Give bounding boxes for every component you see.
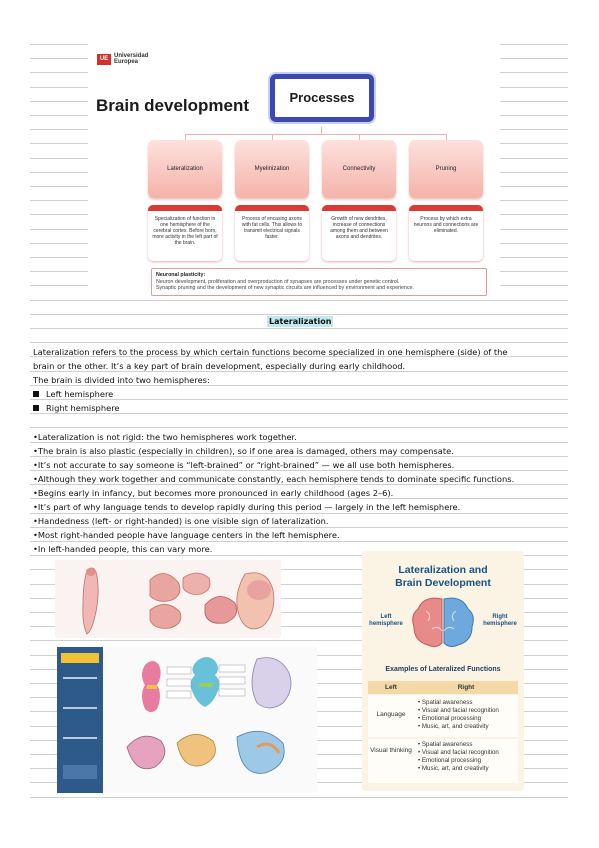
university-logo: UE — [97, 54, 111, 65]
rule-line — [30, 285, 88, 286]
rule-line — [30, 72, 88, 73]
rule-line — [30, 470, 568, 471]
list-item: • Visual and facial recognition — [418, 707, 499, 714]
university-name — [114, 53, 148, 65]
connector-stem — [321, 127, 322, 134]
bullet-item: •In left-handed people, this can vary more. — [33, 544, 213, 554]
rule-line — [500, 200, 568, 201]
rule-line — [30, 484, 568, 485]
rule-line — [500, 243, 568, 244]
category-pruning: Pruning — [409, 140, 483, 198]
rule-line — [30, 129, 88, 130]
list-item: • Visual and facial recognition — [418, 749, 499, 756]
section-title: Lateralization — [269, 317, 332, 326]
hemisphere-label: Right hemisphere — [46, 403, 120, 413]
embryo-illustration-svg — [55, 560, 281, 638]
page-title: Brain development — [96, 96, 250, 115]
rule-line — [500, 58, 568, 59]
bullet-item: •Begins early in infancy, but becomes more pronounced in early childhood (ages 2–6). — [33, 488, 394, 498]
column-right-header: Right — [457, 684, 475, 691]
neuronal-line-2: Synaptic pruning and the development of new synaptic circuits are influenced by environment and experience. — [156, 285, 414, 291]
divided-text: The brain is divided into two hemispheres: — [33, 375, 210, 385]
bullet-item: •The brain is also plastic (especially in children), so if one area is damaged, others may compensate. — [33, 446, 454, 456]
neuronal-title: Neuronal plasticity: — [156, 272, 206, 278]
brain-icon — [412, 595, 474, 651]
left-hemisphere-label: Left hemisphere — [369, 614, 403, 627]
list-item: • Music, art, and creativity — [418, 765, 489, 772]
logo-line-2: Europea — [114, 59, 139, 65]
rule-line — [30, 413, 568, 414]
bullet-item: •It’s part of why language tends to develop rapidly during this period — largely in the left hemisphere. — [33, 502, 461, 512]
rule-line — [30, 371, 568, 372]
desc-lateralization: Specialization of function in one hemisphere of the cerebral cortex. Before born, more activity in the left part of the brain. — [148, 205, 222, 261]
rule-line — [30, 314, 568, 315]
rule-line — [30, 158, 88, 159]
category-lateralization: Lateralization — [148, 140, 222, 198]
rule-line — [30, 271, 88, 272]
rule-line — [30, 442, 568, 443]
hemisphere-item-left — [33, 389, 113, 399]
rule-line — [30, 342, 568, 343]
rule-line — [30, 300, 568, 301]
rule-line — [500, 271, 568, 272]
rule-line — [30, 229, 88, 230]
list-item: • Emotional processing — [418, 715, 482, 722]
rule-line — [500, 72, 568, 73]
rule-line — [30, 427, 568, 428]
neuronal-line-1: Neuron development, proliferation and overproduction of synapses are processes under genetic control. — [156, 278, 400, 285]
row-list-language — [418, 699, 499, 731]
rule-line — [30, 172, 88, 173]
row-list-visual-thinking — [418, 741, 499, 773]
rule-line — [500, 229, 568, 230]
intro-line-2: brain or the other. It’s a key part of brain development, especially during early childhood. — [33, 361, 406, 371]
rule-line — [500, 158, 568, 159]
list-item: • Spatial awareness — [418, 699, 473, 706]
connector-bar — [185, 134, 447, 135]
rule-line — [30, 101, 88, 102]
rule-line — [30, 200, 88, 201]
bullet-item: •Most right-handed people have language centers in the left hemisphere. — [33, 530, 340, 540]
desc-myelinization: Process of encasing axons with fat cells. This allows to transmit electrical signals faster. — [235, 205, 309, 261]
bullet-item: •Lateralization is not rigid: the two hemispheres work together. — [33, 432, 297, 442]
hemisphere-label: Left hemisphere — [46, 389, 114, 399]
rule-line — [500, 172, 568, 173]
category-connectivity: Connectivity — [322, 140, 396, 198]
intro-line-1: Lateralization refers to the process by which certain functions become specialized in one hemisphere (side) of the — [33, 347, 508, 357]
row-label-visual-thinking: Visual thinking — [370, 747, 412, 754]
rule-line — [500, 101, 568, 102]
examples-title: Examples of Lateralized Functions — [385, 666, 501, 673]
bullet-item: •Handedness (left- or right-handed) is one visible sign of lateralization. — [33, 516, 329, 526]
rule-line — [30, 541, 568, 542]
rule-line — [30, 513, 568, 514]
card-title-line-2: Brain Development — [395, 577, 491, 589]
rule-line — [30, 186, 88, 187]
list-item: • Emotional processing — [418, 757, 482, 764]
rule-line — [500, 285, 568, 286]
rule-line — [30, 797, 568, 798]
category-myelinization: Myelinization — [235, 140, 309, 198]
rule-line — [30, 143, 88, 144]
column-left-header: Left — [385, 684, 397, 691]
rule-line — [500, 44, 568, 45]
logo-line-1: Universidad — [114, 53, 149, 59]
table-header — [368, 681, 518, 694]
rule-line — [30, 44, 88, 45]
right-hemisphere-label: Right hemisphere — [483, 614, 517, 627]
rule-line — [30, 214, 88, 215]
rule-line — [30, 257, 88, 258]
vesicle-illustration-svg — [57, 647, 317, 793]
rule-line — [500, 115, 568, 116]
rule-line — [30, 328, 568, 329]
bullet-item: •Although they work together and communicate constantly, each hemisphere tends to dominate specific functions. — [33, 474, 515, 484]
rule-line — [30, 87, 88, 88]
rule-line — [500, 214, 568, 215]
rule-line — [30, 243, 88, 244]
rule-line — [30, 399, 568, 400]
card-title-line-1: Lateralization and — [398, 564, 488, 576]
rule-line — [500, 129, 568, 130]
rule-line — [30, 115, 88, 116]
list-item: • Spatial awareness — [418, 741, 473, 748]
desc-connectivity: Growth of new dendrites, increase of connections among them and between axons and dendrites. — [322, 205, 396, 261]
rule-line — [30, 385, 568, 386]
rule-line — [30, 58, 88, 59]
rule-line — [500, 257, 568, 258]
rule-line — [30, 498, 568, 499]
hemisphere-item-right — [33, 403, 120, 413]
square-bullet-icon — [33, 405, 39, 411]
square-bullet-icon — [33, 391, 39, 397]
desc-pruning: Process by which extra neurons and connections are eliminated. — [409, 205, 483, 261]
list-item: • Music, art, and creativity — [418, 723, 489, 730]
bullet-item: •It’s not accurate to say someone is “left-brained” or “right-brained” — we all use both hemispheres. — [33, 460, 455, 470]
embryo-brain-illustration — [55, 560, 281, 638]
brain-vesicle-illustration — [57, 647, 317, 793]
rule-line — [30, 456, 568, 457]
row-label-language: Language — [376, 711, 406, 718]
processes-box: Processes — [270, 74, 374, 122]
neuronal-plasticity-box — [151, 268, 487, 296]
rule-line — [500, 143, 568, 144]
rule-line — [30, 527, 568, 528]
card-title — [362, 564, 524, 590]
rule-line — [500, 87, 568, 88]
lateralization-card — [362, 551, 524, 791]
rule-line — [500, 186, 568, 187]
